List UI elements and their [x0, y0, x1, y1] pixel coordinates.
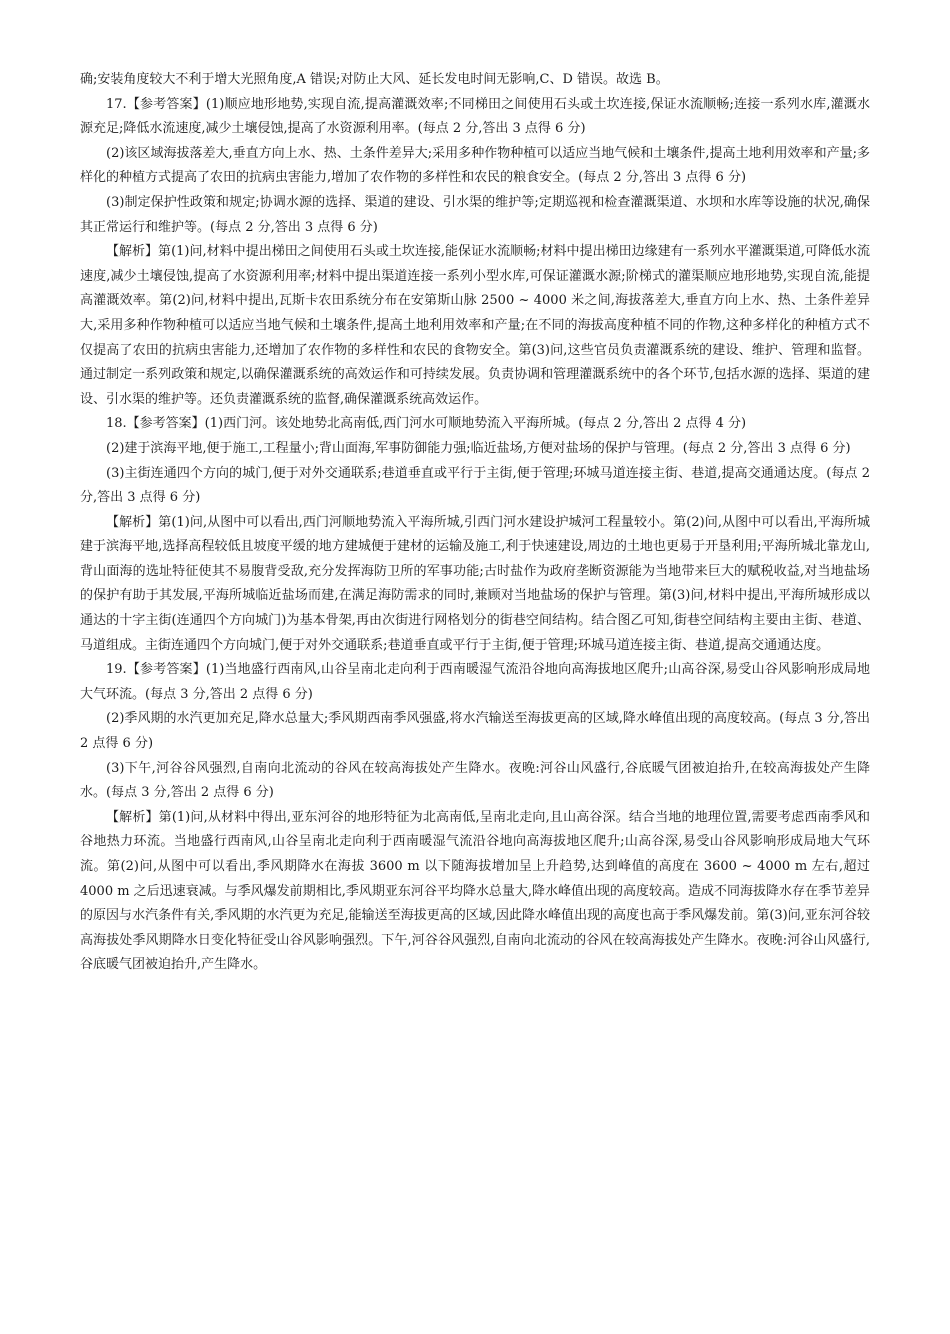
paragraph-q18-answer-2: (2)建于滨海平地,便于施工,工程量小;背山面海,军事防御能力强;临近盐场,方便对盐场的保护与管理。(每点 2 分,答出 3 点得 6 分)	[106, 440, 851, 456]
paragraph-q18-answer-1: 18.【参考答案】(1)西门河。该处地势北高南低,西门河水可顺地势流入平海所城。(每点 2 分,答出 2 点得 4 分)	[106, 416, 747, 432]
paragraph-q17-answer-1: 17.【参考答案】(1)顺应地形地势,实现自流,提高灌溉效率;不同梯田之间使用石头或土坎连接,保证水流顺畅;连接一系列水库,灌溉水源充足;降低水流速度,减少土壤侵蚀,提高了水资源利用率。(每点 2 分,答出 3 点得 6 分)	[80, 96, 870, 137]
paragraph-q19-answer-3: (3)下午,河谷谷风强烈,自南向北流动的谷风在较高海拔处产生降水。夜晚:河谷山风盛行,谷底暖气团被迫抬升,在较高海拔处产生降水。(每点 3 分,答出 2 点得 6 分)	[80, 760, 870, 801]
paragraph-q17-answer-3: (3)制定保护性政策和规定;协调水源的选择、渠道的建设、引水渠的维护等;定期巡视和检查灌溉渠道、水坝和水库等设施的状况,确保其正常运行和维护等。(每点 2 分,答出 3 点得 6 分)	[80, 194, 870, 235]
paragraph-q19-analysis: 【解析】第(1)问,从材料中得出,亚东河谷的地形特征为北高南低,呈南北走向,且山高谷深。结合当地的地理位置,需要考虑西南季风和谷地热力环流。当地盛行西南风,山谷呈南北走向利于西南暖湿气流沿谷地向高海拔地区爬升;山高谷深,易受山谷风影响形成局地大气环流。第(2)问,从图中可以看出,季风期降水在海拔 3600 m 以下随海拔增加呈上升趋势,达到峰值的高度在 3600 ~ 4000 m 左右,超过 4000 m 之后迅速衰减。与季风爆发前期相比,季风期亚东河谷平均降水总量大,降水峰值出现的高度较高。造成不同海拔降水存在季节差异的原因与水汽条件有关,季风期的水汽更为充足,能输送至海拔更高的区域,因此降水峰值出现的高度也高于季风爆发前。第(3)问,亚东河谷较高海拔处季风期降水日变化特征受山谷风影响强烈。下午,河谷谷风强烈,自南向北流动的谷风在较高海拔处产生降水。夜晚:河谷山风盛行,谷底暖气团被迫抬升,产生降水。	[80, 809, 870, 973]
paragraph-q17-answer-2: (2)该区域海拔落差大,垂直方向上水、热、土条件差异大;采用多种作物种植可以适应当地气候和土壤条件,提高土地利用效率和产量;多样化的种植方式提高了农田的抗病虫害能力,增加了农作物的多样性和农民的粮食安全。(每点 2 分,答出 3 点得 6 分)	[80, 145, 870, 186]
paragraph-q17-analysis: 【解析】第(1)问,材料中提出梯田之间使用石头或土坎连接,能保证水流顺畅;材料中提出梯田边缘建有一系列水平灌溉渠道,可降低水流速度,减少土壤侵蚀,提高了水资源利用率;材料中提出渠道连接一系列小型水库,可保证灌溉水源;阶梯式的灌渠顺应地形地势,实现自流,能提高灌溉效率。第(2)问,材料中提出,瓦斯卡农田系统分布在安第斯山脉 2500 ~ 4000 米之间,海拔落差大,垂直方向上水、热、土条件差异大,采用多种作物种植可以适应当地气候和土壤条件,提高土地利用效率和产量;在不同的海拔高度种植不同的作物,这种多样化的种植方式不仅提高了农田的抗病虫害能力,还增加了农作物的多样性和农民的食物安全。第(3)问,这些官员负责灌溉系统的建设、维护、管理和监督。通过制定一系列政策和规定,以确保灌溉系统的高效运作和可持续发展。负责协调和管理灌溉系统中的各个环节,包括水源的选择、渠道的建设、引水渠的维护等。还负责灌溉系统的监督,确保灌溉系统高效运作。	[80, 244, 870, 407]
paragraph-q19-answer-2: (2)季风期的水汽更加充足,降水总量大;季风期西南季风强盛,将水汽输送至海拔更高的区域,降水峰值出现的高度较高。(每点 3 分,答出 2 点得 6 分)	[80, 711, 870, 752]
answer-sheet-page	[80, 68, 870, 978]
paragraph-continuation: 确;安装角度较大不利于增大光照角度,A 错误;对防止大风、延长发电时间无影响,C、D 错误。故选 B。	[80, 72, 669, 87]
paragraph-q18-analysis: 【解析】第(1)问,从图中可以看出,西门河顺地势流入平海所城,引西门河水建设护城河工程量较小。第(2)问,从图中可以看出,平海所城建于滨海平地,选择高程较低且坡度平缓的地方建城便于建材的运输及施工,利于快速建设,周边的土地也更易于开垦利用;平海所城北靠龙山,背山面海的选址特征使其不易腹背受敌,充分发挥海防卫所的军事功能;古时盐作为政府垄断资源能为当地带来巨大的赋税收益,对当地盐场的保护有助于其发展,平海所城临近盐场而建,在满足海防需求的同时,兼顾对当地盐场的保护与管理。第(3)问,材料中提出,平海所城形成以通达的十字主街(连通四个方向城门)为基本骨架,再由次街进行网格划分的街巷空间结构。结合图乙可知,街巷空间结构主要由主街、巷道、马道组成。主街连通四个方向城门,便于对外交通联系;巷道垂直或平行于主街,便于管理;环城马道连接主街、巷道,提高交通通达度。	[80, 514, 870, 653]
paragraph-q18-answer-3: (3)主街连通四个方向的城门,便于对外交通联系;巷道垂直或平行于主街,便于管理;环城马道连接主街、巷道,提高交通通达度。(每点 2 分,答出 3 点得 6 分)	[80, 465, 870, 506]
paragraph-q19-answer-1: 19.【参考答案】(1)当地盛行西南风,山谷呈南北走向利于西南暖湿气流沿谷地向高海拔地区爬升;山高谷深,易受山谷风影响形成局地大气环流。(每点 3 分,答出 2 点得 6 分)	[80, 662, 870, 702]
